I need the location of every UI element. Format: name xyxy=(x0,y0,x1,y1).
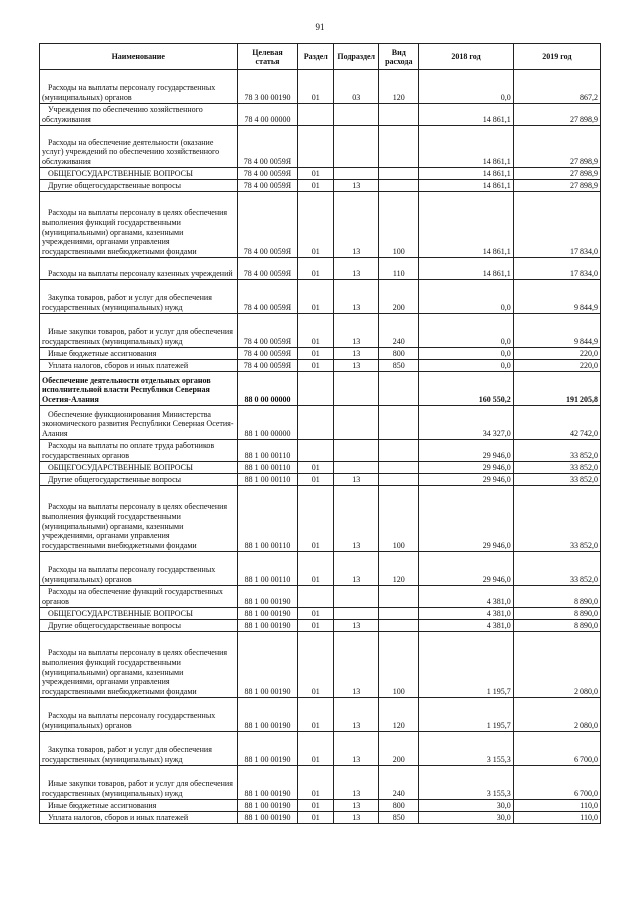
cell-name: Обеспечение функционирования Министерства экономического развития Республики Северная Осетия-Алания xyxy=(40,406,238,440)
table-row xyxy=(40,766,601,800)
cell-expense-type: 100 xyxy=(379,192,419,258)
header-name: Наименование xyxy=(40,44,238,70)
cell-expense-type: 100 xyxy=(379,632,419,698)
cell-subsection: 13 xyxy=(334,800,379,812)
cell-2019: 867,2 xyxy=(513,70,600,104)
cell-section: 01 xyxy=(298,552,334,586)
cell-section: 01 xyxy=(298,608,334,620)
cell-name: Учреждения по обеспечению хозяйственного обслуживания xyxy=(40,104,238,126)
cell-2019: 17 834,0 xyxy=(513,192,600,258)
page-number: 91 xyxy=(315,22,325,32)
cell-section: 01 xyxy=(298,486,334,552)
cell-target: 78 4 00 0059Я xyxy=(237,192,298,258)
cell-2018: 0,0 xyxy=(419,314,514,348)
cell-name: Расходы на выплаты персоналу в целях обеспечения выполнения функций государственными (муниципальными) органами, казенными учреждениями, органами управления государственными внебюджетными фондами xyxy=(40,632,238,698)
cell-section: 01 xyxy=(298,168,334,180)
cell-2018: 0,0 xyxy=(419,360,514,372)
cell-target: 88 1 00 00190 xyxy=(237,620,298,632)
table-body xyxy=(40,70,601,824)
cell-section: 01 xyxy=(298,800,334,812)
cell-2018: 14 861,1 xyxy=(419,258,514,280)
cell-2019: 8 890,0 xyxy=(513,586,600,608)
cell-target: 78 4 00 0059Я xyxy=(237,360,298,372)
cell-subsection: 13 xyxy=(334,812,379,824)
cell-name: ОБЩЕГОСУДАРСТВЕННЫЕ ВОПРОСЫ xyxy=(40,462,238,474)
cell-2019: 8 890,0 xyxy=(513,608,600,620)
cell-expense-type: 200 xyxy=(379,732,419,766)
cell-2019: 110,0 xyxy=(513,812,600,824)
cell-subsection: 13 xyxy=(334,620,379,632)
cell-2018: 14 861,1 xyxy=(419,126,514,168)
cell-2019: 2 080,0 xyxy=(513,632,600,698)
cell-2018: 0,0 xyxy=(419,70,514,104)
cell-subsection xyxy=(334,168,379,180)
cell-expense-type xyxy=(379,474,419,486)
table-row xyxy=(40,280,601,314)
cell-2018: 3 155,3 xyxy=(419,766,514,800)
table-row xyxy=(40,632,601,698)
cell-subsection xyxy=(334,440,379,462)
cell-target: 88 1 00 00110 xyxy=(237,462,298,474)
header-2018: 2018 год xyxy=(419,44,514,70)
cell-subsection: 13 xyxy=(334,360,379,372)
table-row xyxy=(40,812,601,824)
cell-2019: 110,0 xyxy=(513,800,600,812)
cell-subsection: 13 xyxy=(334,258,379,280)
table-row xyxy=(40,360,601,372)
cell-2019: 191 205,8 xyxy=(513,372,600,406)
cell-2018: 14 861,1 xyxy=(419,104,514,126)
cell-subsection xyxy=(334,104,379,126)
cell-2019: 27 898,9 xyxy=(513,126,600,168)
cell-expense-type: 110 xyxy=(379,258,419,280)
cell-expense-type: 120 xyxy=(379,70,419,104)
cell-2019: 2 080,0 xyxy=(513,698,600,732)
cell-2018: 1 195,7 xyxy=(419,698,514,732)
cell-section: 01 xyxy=(298,348,334,360)
cell-subsection xyxy=(334,586,379,608)
table-row xyxy=(40,800,601,812)
cell-2019: 220,0 xyxy=(513,348,600,360)
cell-expense-type: 240 xyxy=(379,314,419,348)
table-row xyxy=(40,192,601,258)
cell-expense-type xyxy=(379,608,419,620)
cell-2018: 4 381,0 xyxy=(419,586,514,608)
cell-2018: 29 946,0 xyxy=(419,462,514,474)
cell-subsection: 13 xyxy=(334,348,379,360)
cell-name: Расходы на выплаты персоналу государственных (муниципальных) органов xyxy=(40,70,238,104)
cell-2018: 4 381,0 xyxy=(419,620,514,632)
table-header-row xyxy=(40,44,601,70)
cell-2019: 33 852,0 xyxy=(513,462,600,474)
table-row xyxy=(40,474,601,486)
table-row xyxy=(40,732,601,766)
cell-2019: 17 834,0 xyxy=(513,258,600,280)
cell-2018: 29 946,0 xyxy=(419,486,514,552)
cell-target: 78 4 00 0059Я xyxy=(237,314,298,348)
cell-target: 78 4 00 00000 xyxy=(237,104,298,126)
cell-section: 01 xyxy=(298,280,334,314)
cell-subsection: 13 xyxy=(334,280,379,314)
cell-2019: 9 844,9 xyxy=(513,280,600,314)
cell-name: Другие общегосударственные вопросы xyxy=(40,474,238,486)
header-section: Раздел xyxy=(298,44,334,70)
cell-expense-type: 200 xyxy=(379,280,419,314)
cell-2019: 42 742,0 xyxy=(513,406,600,440)
cell-2018: 0,0 xyxy=(419,348,514,360)
cell-2018: 1 195,7 xyxy=(419,632,514,698)
cell-target: 88 1 00 00190 xyxy=(237,586,298,608)
table-row xyxy=(40,440,601,462)
cell-expense-type: 100 xyxy=(379,486,419,552)
table-row xyxy=(40,180,601,192)
cell-subsection: 03 xyxy=(334,70,379,104)
cell-section xyxy=(298,126,334,168)
cell-name: ОБЩЕГОСУДАРСТВЕННЫЕ ВОПРОСЫ xyxy=(40,608,238,620)
cell-section: 01 xyxy=(298,698,334,732)
table-row xyxy=(40,258,601,280)
cell-target: 88 1 00 00110 xyxy=(237,552,298,586)
cell-name: Иные закупки товаров, работ и услуг для обеспечения государственных (муниципальных) нужд xyxy=(40,314,238,348)
header-target: Целевая статья xyxy=(237,44,298,70)
cell-section: 01 xyxy=(298,314,334,348)
cell-section: 01 xyxy=(298,474,334,486)
table-row xyxy=(40,70,601,104)
cell-name: Иные бюджетные ассигнования xyxy=(40,800,238,812)
cell-subsection xyxy=(334,462,379,474)
cell-subsection xyxy=(334,126,379,168)
cell-expense-type xyxy=(379,620,419,632)
cell-section: 01 xyxy=(298,192,334,258)
cell-subsection xyxy=(334,372,379,406)
cell-target: 78 3 00 00190 xyxy=(237,70,298,104)
cell-section xyxy=(298,372,334,406)
cell-subsection xyxy=(334,406,379,440)
cell-2018: 3 155,3 xyxy=(419,732,514,766)
cell-name: Иные бюджетные ассигнования xyxy=(40,348,238,360)
table-row xyxy=(40,586,601,608)
table-row xyxy=(40,552,601,586)
cell-name: Расходы на выплаты персоналу в целях обеспечения выполнения функций государственными (муниципальными) органами, казенными учреждениями, органами управления государственными внебюджетными фондами xyxy=(40,486,238,552)
cell-name: Расходы на выплаты по оплате труда работников государственных органов xyxy=(40,440,238,462)
cell-target: 88 1 00 00190 xyxy=(237,608,298,620)
cell-2019: 27 898,9 xyxy=(513,104,600,126)
cell-section: 01 xyxy=(298,258,334,280)
cell-target: 88 1 00 00000 xyxy=(237,406,298,440)
cell-expense-type xyxy=(379,126,419,168)
cell-section: 01 xyxy=(298,766,334,800)
cell-subsection xyxy=(334,608,379,620)
table-row xyxy=(40,608,601,620)
cell-subsection: 13 xyxy=(334,180,379,192)
cell-section xyxy=(298,586,334,608)
cell-expense-type xyxy=(379,180,419,192)
cell-expense-type xyxy=(379,372,419,406)
cell-expense-type xyxy=(379,586,419,608)
table-row xyxy=(40,462,601,474)
cell-2019: 220,0 xyxy=(513,360,600,372)
cell-target: 88 1 00 00190 xyxy=(237,812,298,824)
cell-section: 01 xyxy=(298,812,334,824)
cell-2019: 33 852,0 xyxy=(513,440,600,462)
cell-2019: 9 844,9 xyxy=(513,314,600,348)
table-row xyxy=(40,406,601,440)
cell-name: Закупка товаров, работ и услуг для обеспечения государственных (муниципальных) нужд xyxy=(40,280,238,314)
cell-target: 88 0 00 00000 xyxy=(237,372,298,406)
cell-name: Расходы на выплаты персоналу казенных учреждений xyxy=(40,258,238,280)
cell-target: 88 1 00 00110 xyxy=(237,440,298,462)
cell-name: Расходы на обеспечение деятельности (оказание услуг) учреждений по обеспечению хозяйственного обслуживания xyxy=(40,126,238,168)
cell-2018: 4 381,0 xyxy=(419,608,514,620)
table-row xyxy=(40,620,601,632)
table-row xyxy=(40,126,601,168)
cell-subsection: 13 xyxy=(334,632,379,698)
cell-2019: 33 852,0 xyxy=(513,474,600,486)
cell-name: Обеспечение деятельности отдельных органов исполнительной власти Республики Северная Осетия-Алания xyxy=(40,372,238,406)
cell-subsection: 13 xyxy=(334,192,379,258)
cell-section xyxy=(298,440,334,462)
cell-subsection: 13 xyxy=(334,314,379,348)
cell-subsection: 13 xyxy=(334,552,379,586)
cell-expense-type xyxy=(379,406,419,440)
cell-expense-type xyxy=(379,104,419,126)
cell-expense-type: 850 xyxy=(379,360,419,372)
cell-target: 78 4 00 0059Я xyxy=(237,258,298,280)
table-row xyxy=(40,372,601,406)
cell-2018: 29 946,0 xyxy=(419,474,514,486)
table-row xyxy=(40,348,601,360)
table-row xyxy=(40,314,601,348)
cell-2018: 34 327,0 xyxy=(419,406,514,440)
cell-name: ОБЩЕГОСУДАРСТВЕННЫЕ ВОПРОСЫ xyxy=(40,168,238,180)
cell-target: 78 4 00 0059Я xyxy=(237,348,298,360)
cell-2018: 30,0 xyxy=(419,800,514,812)
cell-subsection: 13 xyxy=(334,486,379,552)
cell-expense-type: 800 xyxy=(379,348,419,360)
cell-name: Уплата налогов, сборов и иных платежей xyxy=(40,812,238,824)
cell-name: Другие общегосударственные вопросы xyxy=(40,180,238,192)
cell-2019: 27 898,9 xyxy=(513,168,600,180)
table-row xyxy=(40,104,601,126)
cell-target: 88 1 00 00190 xyxy=(237,632,298,698)
cell-subsection: 13 xyxy=(334,766,379,800)
cell-target: 78 4 00 0059Я xyxy=(237,280,298,314)
table-row xyxy=(40,486,601,552)
cell-target: 78 4 00 0059Я xyxy=(237,168,298,180)
cell-2019: 6 700,0 xyxy=(513,732,600,766)
cell-2018: 14 861,1 xyxy=(419,180,514,192)
cell-target: 78 4 00 0059Я xyxy=(237,126,298,168)
table-row xyxy=(40,168,601,180)
cell-2019: 8 890,0 xyxy=(513,620,600,632)
cell-expense-type: 120 xyxy=(379,698,419,732)
header-2019: 2019 год xyxy=(513,44,600,70)
cell-2019: 33 852,0 xyxy=(513,552,600,586)
cell-section: 01 xyxy=(298,632,334,698)
cell-target: 88 1 00 00110 xyxy=(237,474,298,486)
cell-subsection: 13 xyxy=(334,732,379,766)
cell-expense-type: 850 xyxy=(379,812,419,824)
cell-2018: 0,0 xyxy=(419,280,514,314)
cell-2018: 29 946,0 xyxy=(419,440,514,462)
cell-2018: 14 861,1 xyxy=(419,192,514,258)
budget-table xyxy=(39,43,601,824)
cell-section: 01 xyxy=(298,70,334,104)
cell-2018: 30,0 xyxy=(419,812,514,824)
table-row xyxy=(40,698,601,732)
cell-section: 01 xyxy=(298,180,334,192)
cell-expense-type xyxy=(379,168,419,180)
cell-expense-type: 800 xyxy=(379,800,419,812)
cell-name: Иные закупки товаров, работ и услуг для обеспечения государственных (муниципальных) нужд xyxy=(40,766,238,800)
header-subsection: Подраздел xyxy=(334,44,379,70)
cell-section: 01 xyxy=(298,462,334,474)
cell-2019: 27 898,9 xyxy=(513,180,600,192)
cell-expense-type: 240 xyxy=(379,766,419,800)
cell-section: 01 xyxy=(298,360,334,372)
cell-section: 01 xyxy=(298,620,334,632)
cell-2018: 160 550,2 xyxy=(419,372,514,406)
cell-section xyxy=(298,104,334,126)
cell-target: 88 1 00 00190 xyxy=(237,800,298,812)
cell-name: Закупка товаров, работ и услуг для обеспечения государственных (муниципальных) нужд xyxy=(40,732,238,766)
cell-target: 78 4 00 0059Я xyxy=(237,180,298,192)
cell-section xyxy=(298,406,334,440)
cell-name: Расходы на выплаты персоналу государственных (муниципальных) органов xyxy=(40,552,238,586)
cell-name: Уплата налогов, сборов и иных платежей xyxy=(40,360,238,372)
cell-expense-type: 120 xyxy=(379,552,419,586)
cell-target: 88 1 00 00110 xyxy=(237,486,298,552)
cell-name: Расходы на обеспечение функций государственных органов xyxy=(40,586,238,608)
cell-2018: 14 861,1 xyxy=(419,168,514,180)
cell-2018: 29 946,0 xyxy=(419,552,514,586)
cell-subsection: 13 xyxy=(334,698,379,732)
cell-target: 88 1 00 00190 xyxy=(237,732,298,766)
cell-expense-type xyxy=(379,440,419,462)
cell-target: 88 1 00 00190 xyxy=(237,766,298,800)
cell-2019: 33 852,0 xyxy=(513,486,600,552)
cell-name: Расходы на выплаты персоналу государственных (муниципальных) органов xyxy=(40,698,238,732)
cell-name: Другие общегосударственные вопросы xyxy=(40,620,238,632)
cell-2019: 6 700,0 xyxy=(513,766,600,800)
cell-subsection: 13 xyxy=(334,474,379,486)
header-expense-type: Вид расхода xyxy=(379,44,419,70)
cell-name: Расходы на выплаты персоналу в целях обеспечения выполнения функций государственными (муниципальными) органами, казенными учреждениями, органами управления государственными внебюджетными фондами xyxy=(40,192,238,258)
cell-expense-type xyxy=(379,462,419,474)
cell-target: 88 1 00 00190 xyxy=(237,698,298,732)
cell-section: 01 xyxy=(298,732,334,766)
